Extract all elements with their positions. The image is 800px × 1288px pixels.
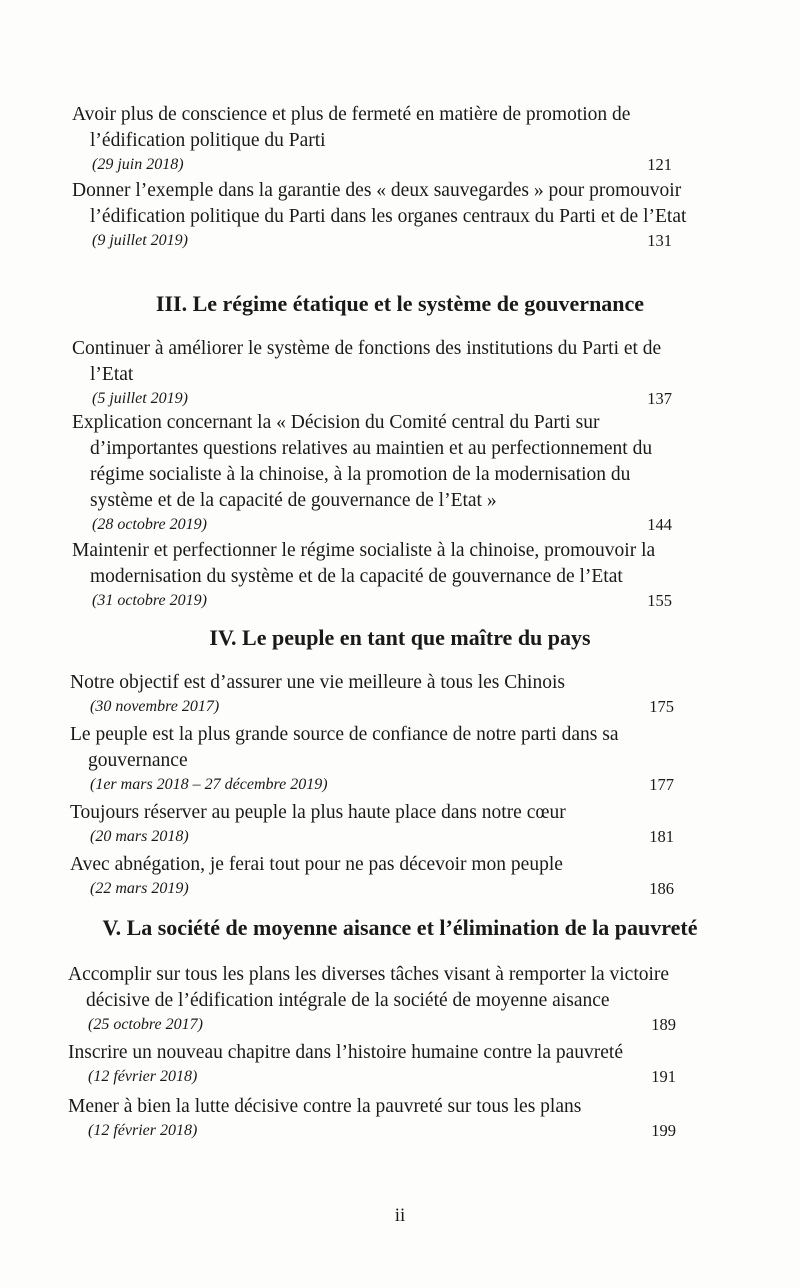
toc-entry[interactable]	[70, 852, 800, 900]
entry-page-number: 137	[647, 389, 672, 408]
entry-date: (1er mars 2018 – 27 décembre 2019)	[90, 776, 328, 793]
entry-date: (12 février 2018)	[88, 1122, 198, 1139]
entry-title: Notre objectif est d’assurer une vie meilleure à tous les Chinois	[70, 672, 565, 693]
entry-date: (12 février 2018)	[88, 1068, 198, 1085]
entry-page-number: 177	[649, 775, 674, 794]
toc-entry[interactable]	[68, 962, 800, 1036]
entry-date: (5 juillet 2019)	[92, 390, 188, 407]
entry-title: Donner l’exemple dans la garantie des « deux sauvegardes » pour promouvoir l’édification politique du Parti dans les organes centraux du Parti et de l’Etat	[72, 180, 687, 227]
toc-entry[interactable]	[72, 410, 800, 536]
entry-page-number: 191	[651, 1067, 676, 1086]
section-heading: V. La société de moyenne aisance et l’élimination de la pauvreté	[102, 915, 698, 940]
entry-date: (28 octobre 2019)	[92, 516, 207, 533]
section-heading: IV. Le peuple en tant que maître du pays	[209, 625, 591, 650]
entry-title: Mener à bien la lutte décisive contre la pauvreté sur tous les plans	[68, 1096, 582, 1117]
toc-entry[interactable]	[72, 538, 800, 612]
toc-entry[interactable]	[72, 178, 800, 252]
entry-date: (25 octobre 2017)	[88, 1016, 203, 1033]
toc-entry[interactable]	[70, 670, 800, 718]
entry-date: (31 octobre 2019)	[92, 592, 207, 609]
toc-entry[interactable]	[68, 1094, 800, 1142]
entry-page-number: 189	[651, 1015, 676, 1034]
entry-title: Accomplir sur tous les plans les diverses tâches visant à remporter la victoire décisive de l’édification intégrale de la société de moyenne aisance	[68, 964, 670, 1011]
entry-page-number: 121	[647, 155, 672, 174]
entry-title: Le peuple est la plus grande source de confiance de notre parti dans sa gouvernance	[70, 724, 619, 771]
entry-date: (20 mars 2018)	[90, 828, 189, 845]
toc-entry[interactable]	[70, 722, 800, 796]
entry-page-number: 175	[649, 697, 674, 716]
toc-entry[interactable]	[70, 800, 800, 848]
entry-title: Inscrire un nouveau chapitre dans l’histoire humaine contre la pauvreté	[68, 1042, 623, 1063]
section-heading: III. Le régime étatique et le système de gouvernance	[155, 291, 645, 316]
toc-entry[interactable]	[72, 336, 800, 410]
entry-page-number: 155	[647, 591, 672, 610]
entry-page-number: 144	[647, 515, 672, 534]
entry-page-number: 131	[647, 231, 672, 250]
entry-date: (22 mars 2019)	[90, 880, 189, 897]
entry-page-number: 199	[651, 1121, 676, 1140]
toc-entry[interactable]	[68, 1040, 800, 1088]
entry-page-number: 186	[649, 879, 674, 898]
entry-title: Maintenir et perfectionner le régime socialiste à la chinoise, promouvoir la modernisation du système et de la capacité de gouvernance de l’Etat	[72, 540, 656, 587]
entry-date: (29 juin 2018)	[92, 156, 184, 173]
entry-title: Explication concernant la « Décision du Comité central du Parti sur d’importantes questions relatives au maintien et au perfectionnement du régime socialiste à la chinoise, à la promotion de la modernisation du système et de la capacité de gouvernance de l’Etat »	[72, 412, 653, 511]
entry-title: Avoir plus de conscience et plus de fermeté en matière de promotion de l’édification politique du Parti	[72, 104, 631, 151]
entry-title: Continuer à améliorer le système de fonctions des institutions du Parti et de l’Etat	[72, 338, 662, 385]
entry-date: (30 novembre 2017)	[90, 698, 220, 715]
entry-title: Toujours réserver au peuple la plus haute place dans notre cœur	[70, 802, 566, 823]
toc-entry[interactable]	[72, 102, 800, 176]
entry-date: (9 juillet 2019)	[92, 232, 188, 249]
entry-title: Avec abnégation, je ferai tout pour ne pas décevoir mon peuple	[70, 854, 563, 875]
entry-page-number: 181	[649, 827, 674, 846]
page-folio: ii	[394, 1205, 406, 1226]
